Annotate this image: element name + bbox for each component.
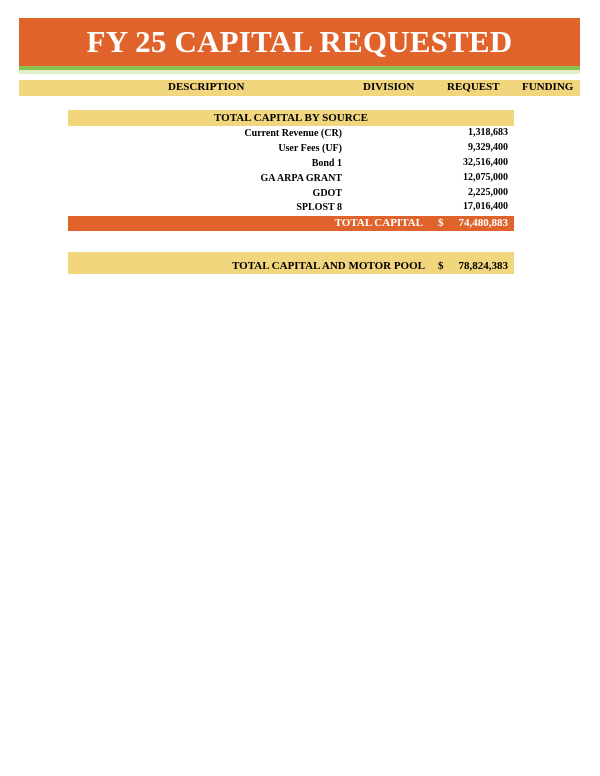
grand-total-value: 78,824,383 (458, 260, 508, 272)
source-label: Current Revenue (CR) (244, 128, 342, 139)
source-label: Bond 1 (311, 158, 342, 169)
page-title: FY 25 CAPITAL REQUESTED (86, 24, 513, 59)
source-value: 1,318,683 (468, 127, 508, 138)
total-capital-value: 74,480,883 (458, 217, 508, 229)
grand-total-currency: $ (438, 260, 444, 272)
column-header-description: DESCRIPTION (168, 81, 245, 93)
column-header-funding: FUNDING (522, 81, 574, 93)
source-row (68, 187, 514, 202)
source-value: 17,016,400 (463, 201, 508, 212)
source-label: GA ARPA GRANT (260, 173, 342, 184)
grand-total-row (68, 252, 514, 274)
total-capital-row (68, 216, 514, 231)
grand-total-label: TOTAL CAPITAL AND MOTOR POOL (232, 260, 425, 272)
source-label: GDOT (312, 188, 342, 199)
accent-stripe-light (19, 70, 580, 74)
source-value: 9,329,400 (468, 142, 508, 153)
section-heading-capital-by-source: TOTAL CAPITAL BY SOURCE (68, 110, 514, 126)
column-header-division: DIVISION (363, 81, 415, 93)
source-value: 12,075,000 (463, 172, 508, 183)
total-capital-label: TOTAL CAPITAL (334, 217, 423, 229)
source-row (68, 157, 514, 172)
source-row (68, 172, 514, 187)
source-row (68, 127, 514, 142)
source-label: User Fees (UF) (278, 143, 342, 154)
total-capital-currency: $ (438, 217, 444, 229)
source-label: SPLOST 8 (296, 202, 342, 213)
source-row (68, 201, 514, 216)
title-banner (19, 18, 580, 66)
column-header-row (19, 80, 580, 96)
column-header-request: REQUEST (447, 81, 500, 93)
source-value: 32,516,400 (463, 157, 508, 168)
source-row (68, 142, 514, 157)
source-value: 2,225,000 (468, 187, 508, 198)
